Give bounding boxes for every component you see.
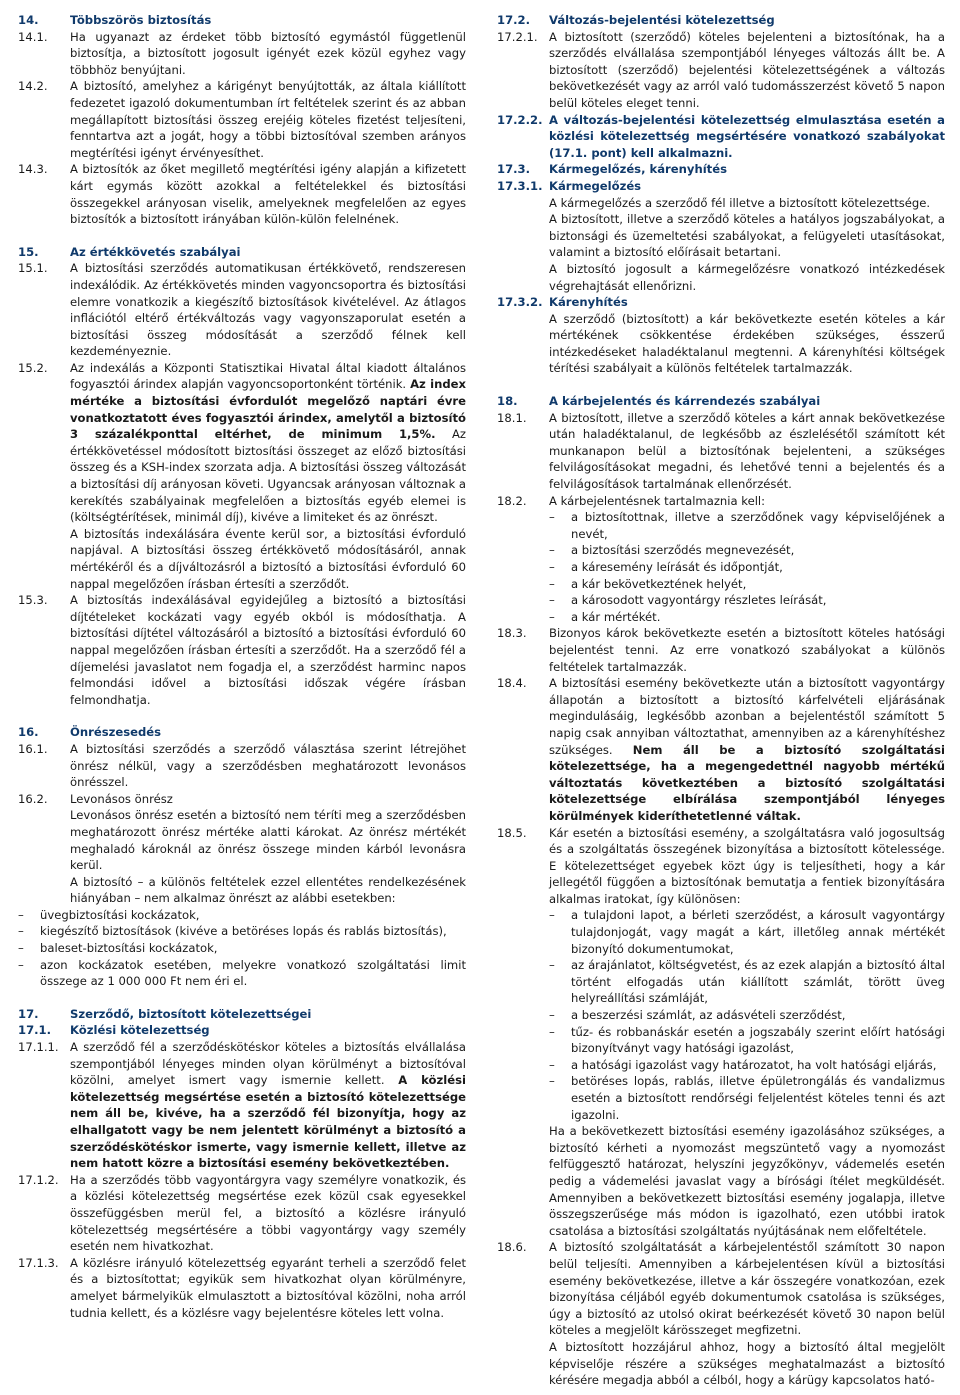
section-17-3-2-heading xyxy=(497,294,945,311)
clause-text: A szerződő (biztosított) a kár bekövetkezte esetén köteles a kár mértékének csökkentése érdekében szükséges, ésszerű intézkedéseket haladéktalanul megtenni. A kárenyhítési költségek térítési szabályait a különös feltételek tartalmazzák. xyxy=(549,311,945,376)
section-18-heading xyxy=(497,393,945,410)
list-item: – az árajánlatot, költségvetést, és az ezek alapján a biztosító által történt elfogadás után kiállított számlát, törött üveg helyreállítási számláját, xyxy=(549,957,945,1007)
clause-number: 15.1. xyxy=(18,261,48,276)
left-column xyxy=(18,12,466,1321)
clause-text xyxy=(549,195,945,295)
clause-14-2 xyxy=(18,78,466,161)
clause-text xyxy=(70,360,466,592)
clause-number: 17.2.1. xyxy=(497,29,538,44)
clause-text: Bizonyos károk bekövetkezte esetén a biztosított köteles hatósági bejelentést tenni. Az erre vonatkozó szabályokat a különös feltételek tartalmazzák. xyxy=(549,626,945,674)
list-item: – a károsodott vagyontárgy részletes leírását, xyxy=(549,592,945,609)
section-title: Közlési kötelezettség xyxy=(70,1023,210,1038)
clause-number: 18.2. xyxy=(497,493,527,508)
clause-number: 17.1.1. xyxy=(18,1040,59,1055)
section-title: A kárbejelentés és kárrendezés szabályai xyxy=(549,394,821,409)
section-14-heading xyxy=(18,12,466,29)
section-number: 18. xyxy=(497,394,518,409)
section-17-3-1-heading xyxy=(497,178,945,195)
clause-17-1-2 xyxy=(18,1172,466,1255)
clause-text xyxy=(70,1039,466,1172)
list-item: – a hatósági igazolást vagy határozatot, ha volt hatósági eljárás, xyxy=(549,1057,945,1074)
section-number: 17.3.1. xyxy=(497,178,543,193)
section-15-heading xyxy=(18,244,466,261)
clause-15-3 xyxy=(18,592,466,708)
clause-text: A biztosító, amelyhez a kárigényt benyújtották, az általa kiállított fedezetet igazoló dokumentumban írt feltételek szerint és az abban megállapított biztosítási összeg erejéig köteles fizetést teljesíteni, fenntartva azt a jogát, hogy a többi biztosítóval szemben arányos megtérítési igényt érvényesíthet. xyxy=(70,79,466,160)
section-number: 17.3.2. xyxy=(497,295,543,310)
clause-18-1 xyxy=(497,410,945,493)
section-number: 17.2. xyxy=(497,13,531,27)
section-17-heading xyxy=(18,1006,466,1023)
clause-15-2 xyxy=(18,360,466,592)
clause-paragraph: Ha a bekövetkezett biztosítási esemény igazolásához szükséges, a biztosító kérheti a nyomozást megszüntető vagy a nyomozást felfüggesztő határozat, helyszíni jegyzőkönyv, vádemelés esetén pedig a vádemelési javaslat vagy a bírósági ítélet megküldését. Amennyiben a bekövetkezett biztosítási esemény jogalapja, illetve összegszerűsége más módon is igazolható, ezen utóbbi iratok csatolása a biztosítási szolgáltatás nyújtásának nem előfeltétele. xyxy=(549,1124,945,1238)
clause-17-1-3 xyxy=(18,1255,466,1321)
clause-number: 15.2. xyxy=(18,360,48,375)
clause-text-part: A szerződő fél a szerződéskötéskor köteles a biztosítás elvállalása szempontjából lényeges minden olyan körülményt a biztosítóval közölni, amelyet ismert vagy ismernie kellett. xyxy=(70,1040,466,1088)
clause-number: 18.4. xyxy=(497,676,527,691)
clause-text-part: A biztosítási esemény bekövetkezte után a biztosított vagyontárgy állapotán a biztosított a biztosító kárfelvételi eljárásának megindulásáig, legkésőbb azonban a bejelentéstől számított 5 napig csak annyiban változtathat, amennyiben az a kárenyhítéshez szükséges. xyxy=(549,676,945,757)
clause-text: A biztosítók az őket megillető megtérítési igény alapján a kifizetett kárt egymás között azokkal a feltételekkel és biztosítási összegekkel arányosan viselik, amelyeknek megfelelően az egyes biztosítók a biztosított irányában külön-külön felelnének. xyxy=(70,162,466,227)
clause-number: 18.1. xyxy=(497,410,527,425)
clause-text: Ha a szerződés több vagyontárgyra vagy személyre vonatkozik, és a közlési kötelezettség megsértése ezek közül csak egyesekkel összefüggésben merül fel, a biztosító a közlésre irányuló kötelezettség megsértésére a többi vagyontárgy vagy személy esetén nem hivatkozhat. xyxy=(70,1172,466,1254)
clause-text: A biztosítás indexálásával egyidejűleg a biztosító a biztosítási díjtételeket kockázati vagy egyéb okból is módosíthatja. A biztosítási díjtétel változásáról a biztosító a biztosítási évforduló 60 nappal megelőzően írásban értesíti a szerződőt. Ha a szerződő fél a díjemelési javaslatot nem fogadja el, a szerződést harminc napos felmondási idővel a biztosítási időszak végére írásban felmondhatja. xyxy=(70,593,466,707)
list-item: – azon kockázatok esetében, melyekre vonatkozó szolgáltatási limit összege az 1 000 000 Ft nem éri el. xyxy=(18,957,466,990)
clause-text: A közlésre irányuló kötelezettség egyaránt terheli a szerződő felet és a biztosítottat; egyikük sem hivatkozhat olyan körülményre, amelyet bármelyikük elmulasztott a biztosítóval közölni, noha arról tudnia kellett, és a közlésre vagy bejelentésre köteles lett volna. xyxy=(70,1255,466,1320)
clause-number: 17.1.2. xyxy=(18,1172,59,1187)
clause-subheading: Levonásos önrész xyxy=(70,791,173,806)
section-number: 15. xyxy=(18,244,39,259)
clause-text-bold: Az index mértéke a biztosítási évfordulót megelőző naptári évre vonatkoztatott éves fogyasztói árindex, amelytől a biztosító 3 százalékponttal eltérhet, de minimum 1,5%. xyxy=(70,377,466,442)
clause-number: 16.1. xyxy=(18,741,48,756)
section-title: Kárenyhítés xyxy=(549,295,628,310)
clause-paragraph: A kármegelőzés a szerződő fél illetve a biztosított kötelezettsége. xyxy=(549,195,931,210)
clause-text: A biztosítási szerződés a szerződő választása szerint létrejöhet önrész nélkül, vagy a szerződésben meghatározott levonásos önrésszel. xyxy=(70,741,466,790)
clause-number: 14.2. xyxy=(18,79,48,94)
clause-paragraph: Kár esetén a biztosítási esemény, a szolgáltatásra való jogosultság és a szolgáltatás összegének bizonyítása a biztosított kötelessége. E kötelezettséget egyebek közt úgy is teljesítheti, hogy a kár jellegétől függően a biztosítónak bemutatja a fentiek bizonyítására alkalmas iratokat, így különösen: xyxy=(549,825,945,906)
clause-text xyxy=(70,791,466,907)
clause-18-3 xyxy=(497,625,945,675)
report-contents-list xyxy=(549,509,945,625)
clause-text: A biztosítási szerződés automatikusan értékkövető, rendszeresen indexálódik. Az értékkövetés minden vagyoncsoportra és biztosítási elemre vonatkozik a kiegészítő biztosítások kivételével. Az átlagos inflációtól eltérő értékváltozás vagy vagyonszaporulat esetén a biztosítási összeg módosítását a szerződő félnek kell kezdeményeznie. xyxy=(70,261,466,359)
clause-paragraph: A biztosító – a különös feltételek ezzel ellentétes rendelkezésének hiányában – nem alkalmaz önrészt az alábbi esetekben: xyxy=(70,874,466,906)
section-number: 16. xyxy=(18,725,39,740)
list-item: – a kár mértékét. xyxy=(549,609,945,626)
clause-number: 15.3. xyxy=(18,593,48,608)
clause-17-1-1 xyxy=(18,1039,466,1172)
list-item: – a káresemény leírását és időpontját, xyxy=(549,559,945,576)
clause-paragraph: A biztosító jogosult a kármegelőzésre vonatkozó intézkedések végrehajtását ellenőrizni. xyxy=(549,261,945,293)
evidence-documents-list xyxy=(549,907,945,1123)
section-title: Szerződő, biztosított kötelezettségei xyxy=(70,1006,312,1021)
clause-paragraph: A biztosító szolgáltatását a kárbejelentéstől számított 30 napon belül teljesíti. Amennyiben a kárbejelentésen kívül a biztosítási esemény bekövetkezése, illetve a kár összegére vonatkozóan, ezek bizonyítása céljából egyéb dokumentumok csatolása is szükséges, úgy a biztosító az utolsó okirat beérkezését követő 30 napon belül köteles a megjelölt kárösszeget megfizetni. xyxy=(549,1240,945,1338)
clause-text xyxy=(549,675,945,824)
right-column xyxy=(497,12,945,1389)
clause-text-bold: A közlési kötelezettség megsértése esetén a biztosító kötelezettsége nem áll be, kivéve, ha a szerződő fél bizonyítja, hogy az elhallgatott vagy be nem jelentett körülményt a biztosító a szerződéskötéskor ismerte, vagy ismernie kellett, illetve az nem hatott közre a biztosítási esemény bekövetkeztében. xyxy=(70,1073,466,1171)
clause-number: 16.2. xyxy=(18,791,48,806)
clause-paragraph: A biztosított, illetve a szerződő köteles a hatályos jogszabályokat, a biztonsági és üzemeltetési szabályokat, a felügyeleti utasításokat, valamint a biztosító előírásait betartani. xyxy=(549,212,945,260)
clause-text: Ha ugyanazt az érdeket több biztosító egymástól függetlenül biztosítja, a biztosított jogosult igényét ezek közül egyhez vagy többhöz benyújtani. xyxy=(70,29,466,77)
clause-number: 17.1.3. xyxy=(18,1255,59,1270)
section-17-1-heading xyxy=(18,1022,466,1039)
exemption-list xyxy=(18,907,466,990)
clause-15-1 xyxy=(18,260,466,360)
clause-paragraph: Levonásos önrész esetén a biztosító nem téríti meg a szerződésben meghatározott önrész mértéke alatti károkat. Az önrész mértékét meghaladó károknál az önrész összege minden kárból levonásra kerül. xyxy=(70,808,466,873)
list-item: – kiegészítő biztosítások (kivéve a betöréses lopás és rablás biztosítás), xyxy=(18,923,466,940)
list-item: – baleset-biztosítási kockázatok, xyxy=(18,940,466,957)
clause-14-3 xyxy=(18,161,466,227)
section-title: Kármegelőzés xyxy=(549,178,642,193)
section-number: 14. xyxy=(18,13,39,27)
section-title: Önrészesedés xyxy=(70,725,162,740)
section-16-heading xyxy=(18,724,466,741)
clause-text: A változás-bejelentési kötelezettség elmulasztása esetén a közlési kötelezettség megsértésére vonatkozó szabályokat (17.1. pont) kell alkalmazni. xyxy=(549,112,945,160)
clause-paragraph: A biztosított hozzájárul ahhoz, hogy a biztosító által megjelölt képviselője részére a szükséges meghatalmazást a biztosító kérésére megadja abból a célból, hogy a kárügy kapcsolatos ható- xyxy=(549,1339,945,1388)
list-item: – tűz- és robbanáskár esetén a jogszabály szerint előírt hatósági bizonyítványt vagy hatósági igazolást, xyxy=(549,1024,945,1057)
clause-text-part: Az értékkövetéssel módosított biztosítási összeget az előző biztosítási összeg és a KSH-index szorzata adja. A biztosítási összeg változását a biztosítási díj arányosan követi. Ugyancsak arányosan változnak a kerekítés szabályainak megfelelően a biztosítás egyéb elemei is (költségtérítések, minimál díj), kivéve a limiteket és az önrészt. xyxy=(70,427,466,525)
clause-number: 17.2.2. xyxy=(497,112,543,127)
section-number: 17.3. xyxy=(497,162,531,177)
clause-text xyxy=(549,493,945,626)
clause-number: 14.3. xyxy=(18,162,48,177)
clause-17-2-2 xyxy=(497,112,945,162)
section-title: Az értékkövetés szabályai xyxy=(70,244,241,259)
clause-text xyxy=(549,1239,945,1388)
section-number: 17. xyxy=(18,1006,39,1021)
list-item: – a kár bekövetkeztének helyét, xyxy=(549,576,945,593)
clause-17-2-1 xyxy=(497,29,945,112)
clause-16-1 xyxy=(18,741,466,791)
list-item: – betöréses lopás, rablás, illetve épületrongálás és vandalizmus esetén a biztosított rendőrségi feljelentést köteles tenni és azt igazolni. xyxy=(549,1073,945,1123)
list-item: – a biztosítási szerződés megnevezését, xyxy=(549,542,945,559)
clause-17-3-1-body xyxy=(497,195,945,295)
clause-18-5 xyxy=(497,825,945,1240)
clause-text: A biztosított (szerződő) köteles bejelenteni a biztosítónak, ha a szerződés elvállalása szempontjából lényeges változás állt be. A biztosított (szerződő) bejelentési kötelezettségének a változás bekövetkezését vagy az arról való tudomásszerzést követő 5 napon belül köteles eleget tenni. xyxy=(549,29,945,110)
clause-16-2 xyxy=(18,791,466,907)
section-title: Kármegelőzés, kárenyhítés xyxy=(549,162,727,177)
clause-17-3-2-body xyxy=(497,311,945,377)
section-17-3-heading xyxy=(497,161,945,178)
list-item: – üvegbiztosítási kockázatok, xyxy=(18,907,466,924)
clause-paragraph: A biztosítás indexálására évente kerül sor, a biztosítási évforduló napjával. A biztosítási összeg értékkövető módosításáról, annak mértékéről és a díjváltozásról a biztosító a biztosítási évforduló 60 nappal megelőzően írásban értesíti a szerződőt. xyxy=(70,526,466,591)
clause-text-bold: Nem áll be a biztosító szolgáltatási kötelezettsége, ha a megengedettnél nagyobb mértékű változtatás következtében a biztosító szolgáltatási kötelezettsége elbírálása szempontjából lényeges körülmények kideríthetetlenné váltak. xyxy=(549,742,946,823)
clause-18-4 xyxy=(497,675,945,824)
clause-number: 18.5. xyxy=(497,825,527,840)
clause-14-1 xyxy=(18,29,466,79)
section-number: 17.1. xyxy=(18,1023,52,1038)
clause-text xyxy=(549,825,945,1240)
clause-18-2 xyxy=(497,493,945,626)
clause-number: 14.1. xyxy=(18,29,48,44)
section-title: Többszörös biztosítás xyxy=(70,13,212,27)
list-item: – a beszerzési számlát, az adásvételi szerződést, xyxy=(549,1007,945,1024)
section-17-2-heading xyxy=(497,12,945,29)
list-item: – a biztosítottnak, illetve a szerződőnek vagy képviselőjének a nevét, xyxy=(549,509,945,542)
clause-text: A biztosított, illetve a szerződő köteles a kárt annak bekövetkezése után haladéktalanul, de legkésőbb az észlelésétől számított két munkanapon belül a biztosítónak bejelenteni, a szükséges felvilágosításokat megadni, és lehetővé tenni a bejelentés és a felvilágosítások tartalmának ellenőrzését. xyxy=(549,410,945,492)
list-item: – a tulajdoni lapot, a bérleti szerződést, a károsult vagyontárgy tulajdonjogát, vagy magát a kárt, illetőleg annak mértékét bizonyító dokumentumokat, xyxy=(549,907,945,957)
section-title: Változás-bejelentési kötelezettség xyxy=(549,13,775,27)
clause-text-part: Az indexálás a Központi Statisztikai Hivatal által kiadott általános fogyasztói árindex alapján vagyoncsoportonként történik. xyxy=(70,360,466,392)
clause-number: 18.3. xyxy=(497,626,527,641)
clause-number: 18.6. xyxy=(497,1240,527,1255)
clause-paragraph: A kárbejelentésnek tartalmaznia kell: xyxy=(549,493,766,508)
clause-18-6 xyxy=(497,1239,945,1388)
